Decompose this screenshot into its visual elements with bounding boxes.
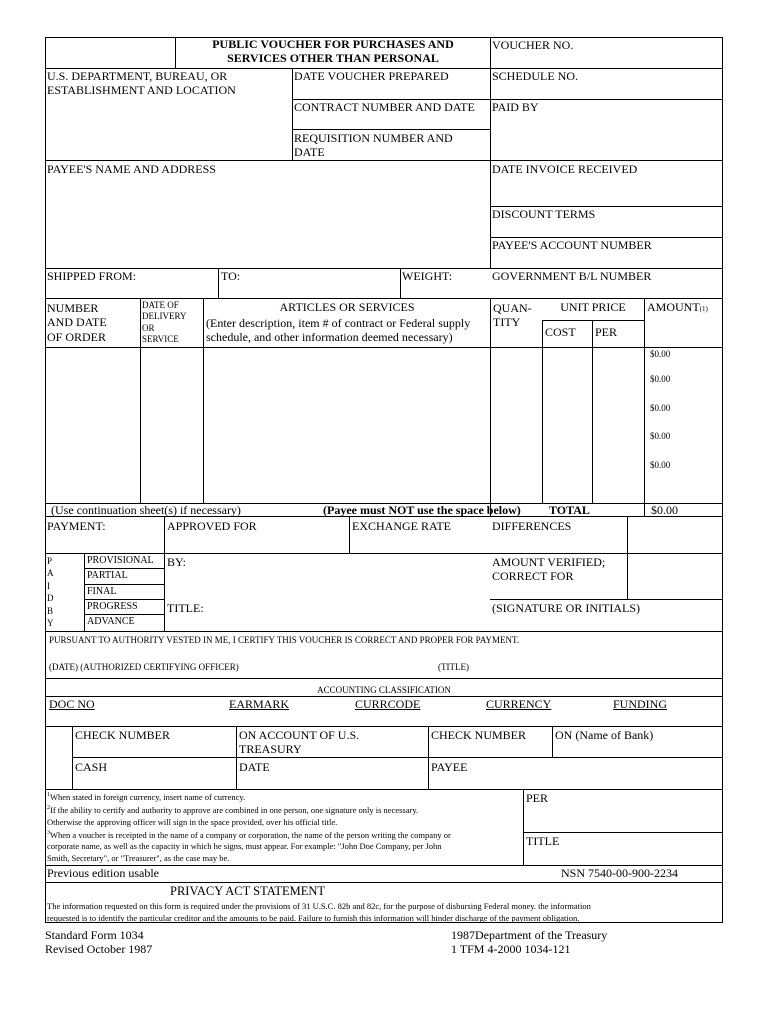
currcode-label: CURRCODE bbox=[355, 697, 421, 711]
continuation-note: (Use continuation sheet(s) if necessary) bbox=[51, 503, 241, 517]
department-label: U.S. DEPARTMENT, BUREAU, OR ESTABLISHMENT AND LOCATION bbox=[47, 69, 236, 97]
total-value: $0.00 bbox=[651, 503, 678, 517]
payment-option-partial[interactable]: PARTIAL bbox=[87, 570, 128, 581]
total-label: TOTAL bbox=[549, 503, 590, 517]
bank-name-label: ON (Name of Bank) bbox=[555, 728, 654, 742]
check-date-label: DATE bbox=[239, 760, 270, 774]
payee-name-address-label: PAYEE'S NAME AND ADDRESS bbox=[47, 162, 216, 176]
discount-terms-label: DISCOUNT TERMS bbox=[492, 207, 596, 221]
payee-space-notice: (Payee must NOT use the space below) bbox=[323, 503, 521, 517]
delivery-date-header: DATE OF DELIVERY OR SERVICE bbox=[142, 300, 187, 344]
funding-label: FUNDING bbox=[613, 697, 667, 711]
privacy-act-text: The information requested on this form is required under the provisions of 31 U.S.C. 82b and 82c, for the purpose of disbursing Federal money. the information requested is to identify the particular creditor and the amounts to be paid. Failure to furnish this information will hinder discharge of the payment obligation. bbox=[47, 901, 591, 923]
per-label: PER bbox=[526, 791, 549, 805]
per-header: PER bbox=[595, 325, 618, 339]
check-payee-label: PAYEE bbox=[431, 760, 468, 774]
signature-initials-label: (SIGNATURE OR INITIALS) bbox=[492, 601, 640, 615]
payment-label: PAYMENT: bbox=[47, 519, 106, 533]
standard-form-id: Standard Form 1034 Revised October 1987 bbox=[45, 928, 153, 957]
certifying-title-label: (TITLE) bbox=[438, 662, 469, 672]
quantity-header: QUAN- TITY bbox=[493, 301, 532, 330]
gov-bl-number-label: GOVERNMENT B/L NUMBER bbox=[492, 269, 652, 283]
footnotes: $^1$When stated in foreign currency, insert name of currency. $^2$If the ability to certify and authority to approve are combined in one person, one signature only is necessary. Otherwise the approving officer will sign in the space provided, over his official title. $^3$When a voucher is receipted in the name of a company or corporation, the name of the person writing the company or corporate name, as well as the capacity in which he signs, must appear. For example: "John Doe Company, per John Smith, Secretary", or "Treasurer", as the case may be. bbox=[47, 791, 451, 863]
amount-footnote-marker: (1) bbox=[699, 305, 708, 313]
footnote-3: $^3$When a voucher is receipted in the name of a company or corporation, the name of the person writing the company or bbox=[47, 829, 451, 840]
accounting-classification-heading: ACCOUNTING CLASSIFICATION bbox=[317, 685, 451, 695]
certification-statement: PURSUANT TO AUTHORITY VESTED IN ME, I CERTIFY THIS VOUCHER IS CORRECT AND PROPER FOR PAYMENT. bbox=[49, 635, 520, 645]
date-invoice-received-label: DATE INVOICE RECEIVED bbox=[492, 162, 638, 176]
payment-option-provisional[interactable]: PROVISIONAL bbox=[87, 555, 154, 566]
weight-label: WEIGHT: bbox=[402, 269, 453, 283]
amount-value: $0.00 bbox=[650, 349, 671, 359]
check-number-label: CHECK NUMBER bbox=[75, 728, 171, 742]
footnote-2: $^2$If the ability to certify and authority to approve are combined in one person, one signature only is necessary. bbox=[47, 805, 419, 816]
shipped-to-label: TO: bbox=[221, 269, 241, 283]
order-number-date-header: NUMBER AND DATE OF ORDER bbox=[47, 301, 107, 344]
currency-label: CURRENCY bbox=[486, 697, 552, 711]
footnote-title-label: TITLE bbox=[526, 834, 560, 848]
differences-label: DIFFERENCES bbox=[492, 519, 572, 533]
amount-value: $0.00 bbox=[650, 403, 671, 413]
check-number-label-2: CHECK NUMBER bbox=[431, 728, 527, 742]
payment-option-progress[interactable]: PROGRESS bbox=[87, 601, 138, 612]
title-label: TITLE: bbox=[167, 601, 204, 615]
paid-by-vertical-label: P A I D B Y bbox=[47, 556, 54, 629]
payee-account-number-label: PAYEE'S ACCOUNT NUMBER bbox=[492, 238, 652, 252]
amount-verified-label: AMOUNT VERIFIED; CORRECT FOR bbox=[492, 555, 606, 584]
unit-price-header: UNIT PRICE bbox=[560, 300, 626, 314]
cash-label: CASH bbox=[75, 760, 108, 774]
form-title-line2: SERVICES OTHER THAN PERSONAL bbox=[227, 50, 439, 65]
form-title bbox=[176, 38, 490, 66]
articles-services-title: ARTICLES OR SERVICES bbox=[279, 300, 415, 314]
privacy-act-heading: PRIVACY ACT STATEMENT bbox=[170, 884, 326, 898]
approved-for-label: APPROVED FOR bbox=[167, 519, 257, 533]
previous-edition-note: Previous edition usable bbox=[47, 866, 159, 880]
amount-value: $0.00 bbox=[650, 374, 671, 384]
paid-by-label: PAID BY bbox=[492, 100, 539, 114]
doc-no-label: DOC NO bbox=[49, 697, 95, 711]
amount-value: $0.00 bbox=[650, 431, 671, 441]
payment-option-advance[interactable]: ADVANCE bbox=[87, 616, 135, 627]
footnote-1: $^1$When stated in foreign currency, insert name of currency. bbox=[47, 791, 246, 802]
treasury-reference: 1987Department of the Treasury 1 TFM 4-2000 1034-121 bbox=[451, 928, 608, 957]
schedule-no-label: SCHEDULE NO. bbox=[492, 69, 578, 83]
voucher-no-label: VOUCHER NO. bbox=[492, 38, 574, 52]
payment-option-final[interactable]: FINAL bbox=[87, 586, 117, 597]
date-voucher-prepared-label: DATE VOUCHER PREPARED bbox=[294, 69, 449, 83]
by-label: BY: bbox=[167, 555, 186, 569]
on-account-label: ON ACCOUNT OF U.S. TREASURY bbox=[239, 728, 360, 756]
amount-value: $0.00 bbox=[650, 460, 671, 470]
requisition-number-label: REQUISITION NUMBER AND DATE bbox=[294, 131, 453, 159]
nsn-number: NSN 7540-00-900-2234 bbox=[561, 866, 678, 880]
exchange-rate-label: EXCHANGE RATE bbox=[352, 519, 451, 533]
amount-header: AMOUNT(1) bbox=[647, 300, 708, 314]
certifying-officer-label: (DATE) (AUTHORIZED CERTIFYING OFFICER) bbox=[49, 662, 239, 672]
form-title-line1: PUBLIC VOUCHER FOR PURCHASES AND bbox=[212, 37, 454, 51]
cost-header: COST bbox=[545, 325, 576, 339]
articles-services-instructions: (Enter description, item # of contract or Federal supply schedule, and other information deemed necessary) bbox=[206, 316, 471, 345]
shipped-from-label: SHIPPED FROM: bbox=[47, 269, 137, 283]
earmark-label: EARMARK bbox=[229, 697, 290, 711]
contract-number-label: CONTRACT NUMBER AND DATE bbox=[294, 100, 475, 114]
